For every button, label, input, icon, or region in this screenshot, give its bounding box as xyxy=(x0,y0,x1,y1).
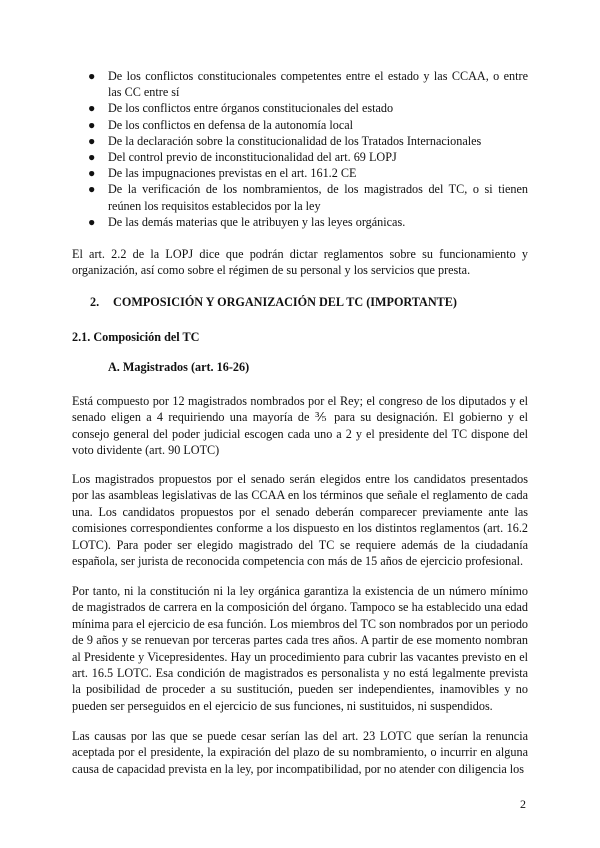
bullet-icon: ● xyxy=(88,182,96,197)
subsubsection-heading: A. Magistrados (art. 16-26) xyxy=(108,360,250,374)
page-number: 2 xyxy=(520,797,526,811)
bullet-icon: ● xyxy=(88,214,96,229)
list-item: ● De los conflictos entre órganos constitucionales del estado xyxy=(88,101,394,116)
bullet-icon: ● xyxy=(88,117,96,132)
bullet-icon: ● xyxy=(88,133,96,148)
paragraph-composition: Está compuesto por 12 magistrados nombrados por el Rey; el congreso de los diputados y el senado eligen a 4 requiriendo una mayoría de ⅗ para su designación. El gobierno y el consejo general del poder judicial escogen cada uno a 2 y el presidente del TC dispone del voto dividente (art. 90 LOTC) xyxy=(72,394,528,458)
section-title: COMPOSICIÓN Y ORGANIZACIÓN DEL TC (IMPORTANTE) xyxy=(113,295,457,309)
bullet-list xyxy=(88,68,528,230)
list-item: ● De las demás materias que le atribuyen y las leyes orgánicas. xyxy=(88,214,406,229)
bullet-icon: ● xyxy=(88,69,96,83)
paragraph-cessation: Las causas por las que se puede cesar serían las del art. 23 LOTC que serían la renuncia aceptada por el presidente, la expiración del plazo de su nombramiento, o incurrir en alguna causa de capacidad prevista en la ley, por incompatibilidad, por no atender con diligencia los xyxy=(72,729,528,776)
section-heading xyxy=(90,295,457,310)
section-number: 2. xyxy=(90,295,100,309)
paragraph-term: Por tanto, ni la constitución ni la ley orgánica garantiza la existencia de un número mínimo de magistrados de carrera en la composición del órgano. Tampoco se ha establecido una edad mínima para el ejercicio de esa función. Los miembros del TC son nombrados por un periodo de 9 años y se renuevan por terceras partes cada tres años. A partir de ese momento nombran al Presidente y Vicepresidentes. Hay un procedimiento para cubrir las vacantes previsto en el art. 16.5 LOTC. Esa condición de magistrados es personalista y no está legalmente prevista la posibilidad de proceder a su sustitución, pueden ser independientes, inamovibles y no pueden ser perseguidos en el ejercicio de sus funciones, ni sustituidos, ni suspendidos. xyxy=(72,584,529,713)
bullet-icon: ● xyxy=(88,101,96,116)
list-item: ● De los conflictos en defensa de la autonomía local xyxy=(88,117,354,132)
list-item: ● De las impugnaciones previstas en el art. 161.2 CE xyxy=(88,166,357,181)
list-item: ● De la verificación de los nombramientos, de los magistrados del TC, o si tienen reúnen los requisitos establecidos por la ley xyxy=(88,182,528,213)
bullet-icon: ● xyxy=(88,150,96,165)
list-item: ● Del control previo de inconstitucionalidad del art. 69 LOPJ xyxy=(88,150,397,165)
bullet-icon: ● xyxy=(88,166,96,181)
intro-paragraph: El art. 2.2 de la LOPJ dice que podrán dictar reglamentos sobre su funcionamiento y organización, así como sobre el régimen de su personal y los servicios que presta. xyxy=(72,247,528,278)
list-item: ● De la declaración sobre la constitucionalidad de los Tratados Internacionales xyxy=(88,133,482,148)
list-item: ● De los conflictos constitucionales competentes entre el estado y las CCAA, o entre las CC entre sí xyxy=(88,69,528,100)
subsection-heading: 2.1. Composición del TC xyxy=(72,330,200,344)
paragraph-senate: Los magistrados propuestos por el senado serán elegidos entre los candidatos presentados por las asambleas legislativas de las CCAA en los términos que señale el reglamento de cada una. Los candidatos propuestos por el senado deberán comparecer previamente ante las comisiones correspondientes conforme a los dispuesto en los distintos reglamentos (art. 16.2 LOTC). Para poder ser elegido magistrado del TC se requiere además de la ciudadanía española, ser jurista de reconocida competencia con más de 15 años de ejercicio profesional. xyxy=(72,472,528,569)
